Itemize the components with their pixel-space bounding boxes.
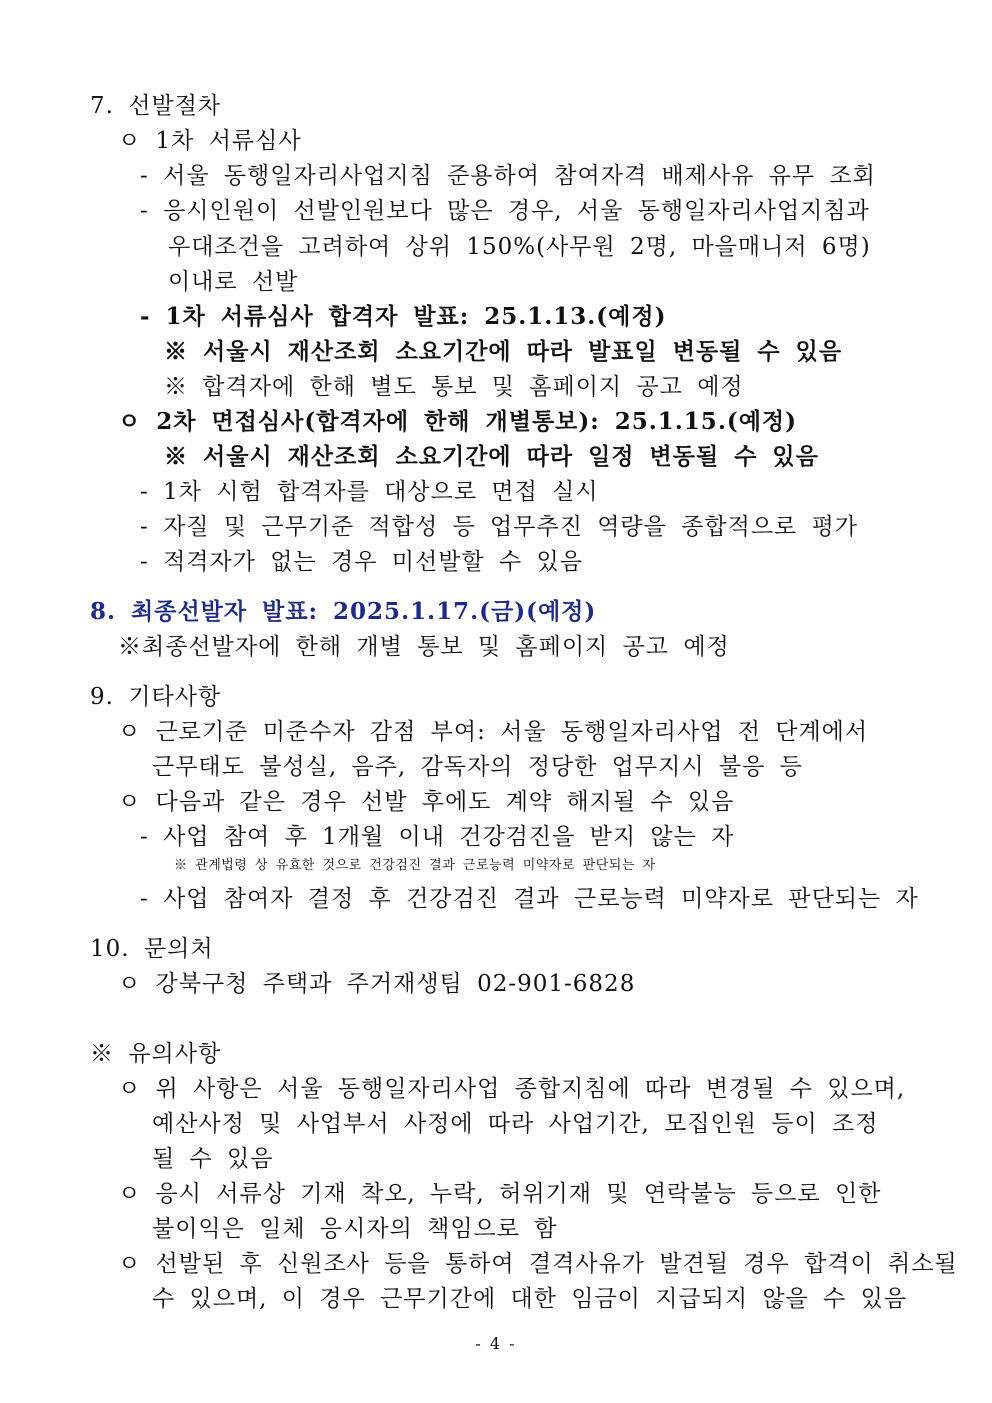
first-review-item-cont: 우대조건을 고려하여 상위 150%(사무원 2명, 마을매니저 6명)	[168, 234, 871, 260]
first-review-announce: - 1차 서류심사 합격자 발표: 25.1.13.(예정)	[140, 303, 667, 330]
section-7-heading: 7. 선발절차	[90, 93, 222, 119]
notice-line: ㅇ 선발된 후 신원조사 등을 통하여 결격사유가 발견될 경우 합격이 취소될	[118, 1251, 958, 1277]
second-review-item: - 1차 시험 합격자를 대상으로 면접 실시	[140, 479, 599, 505]
notice-line: 불이익은 일체 응시자의 책임으로 함	[152, 1216, 558, 1242]
first-review-note-bold: ※ 서울시 재산조회 소요기간에 따라 발표일 변동될 수 있음	[164, 338, 843, 365]
section-9-line: 근무태도 불성실, 음주, 감독자의 정당한 업무지시 불응 등	[152, 754, 803, 780]
second-review-title: ㅇ 2차 면접심사(합격자에 한해 개별통보): 25.1.15.(예정)	[118, 408, 798, 435]
first-review-item: - 응시인원이 선발인원보다 많은 경우, 서울 동행일자리사업지침과	[140, 198, 870, 224]
section-8-heading: 8. 최종선발자 발표: 2025.1.17.(금)(예정)	[90, 598, 597, 625]
notice-line: ㅇ 위 사항은 서울 동행일자리사업 종합지침에 따라 변경될 수 있으며,	[118, 1076, 906, 1102]
first-review-title: ㅇ 1차 서류심사	[118, 128, 302, 154]
second-review-note-bold: ※ 서울시 재산조회 소요기간에 따라 일정 변동될 수 있음	[164, 443, 819, 470]
section-9-line: ㅇ 근로기준 미준수자 감점 부여: 서울 동행일자리사업 전 단계에서	[118, 719, 869, 745]
notice-line: 될 수 있음	[152, 1146, 274, 1172]
second-review-item: - 자질 및 근무기준 적합성 등 업무추진 역량을 종합적으로 평가	[140, 514, 859, 540]
section-9-line: - 사업 참여 후 1개월 이내 건강검진을 받지 않는 자	[140, 824, 735, 850]
second-review-item: - 적격자가 없는 경우 미선발할 수 있음	[140, 549, 583, 575]
section-9-heading: 9. 기타사항	[90, 684, 222, 710]
notice-heading: ※ 유의사항	[90, 1041, 222, 1067]
first-review-item: - 서울 동행일자리사업지침 준용하여 참여자격 배제사유 유무 조회	[140, 163, 876, 189]
first-review-item-cont: 이내로 선발	[168, 269, 299, 295]
section-9-small-note: ※ 관계법령 상 유효한 것으로 건강검진 결과 근로능력 미약자로 판단되는 자	[174, 858, 656, 873]
section-8-note: ※최종선발자에 한해 개별 통보 및 홈페이지 공고 예정	[118, 634, 730, 660]
notice-line: 수 있으며, 이 경우 근무기간에 대한 임금이 지급되지 않을 수 있음	[152, 1286, 908, 1312]
section-9-line: ㅇ 다음과 같은 경우 선발 후에도 계약 해지될 수 있음	[118, 789, 735, 815]
notice-line: ㅇ 응시 서류상 기재 착오, 누락, 허위기재 및 연락불능 등으로 인한	[118, 1181, 882, 1207]
section-10-heading: 10. 문의처	[90, 936, 214, 962]
first-review-note: ※ 합격자에 한해 별도 통보 및 홈페이지 공고 예정	[164, 374, 744, 400]
section-9-last: - 사업 참여자 결정 후 건강검진 결과 근로능력 미약자로 판단되는 자	[140, 886, 919, 912]
contact-line: ㅇ 강북구청 주택과 주거재생팀 02-901-6828	[118, 971, 636, 997]
notice-line: 예산사정 및 사업부서 사정에 따라 사업기간, 모집인원 등이 조정	[152, 1111, 879, 1137]
page-number: - 4 -	[475, 1334, 517, 1353]
